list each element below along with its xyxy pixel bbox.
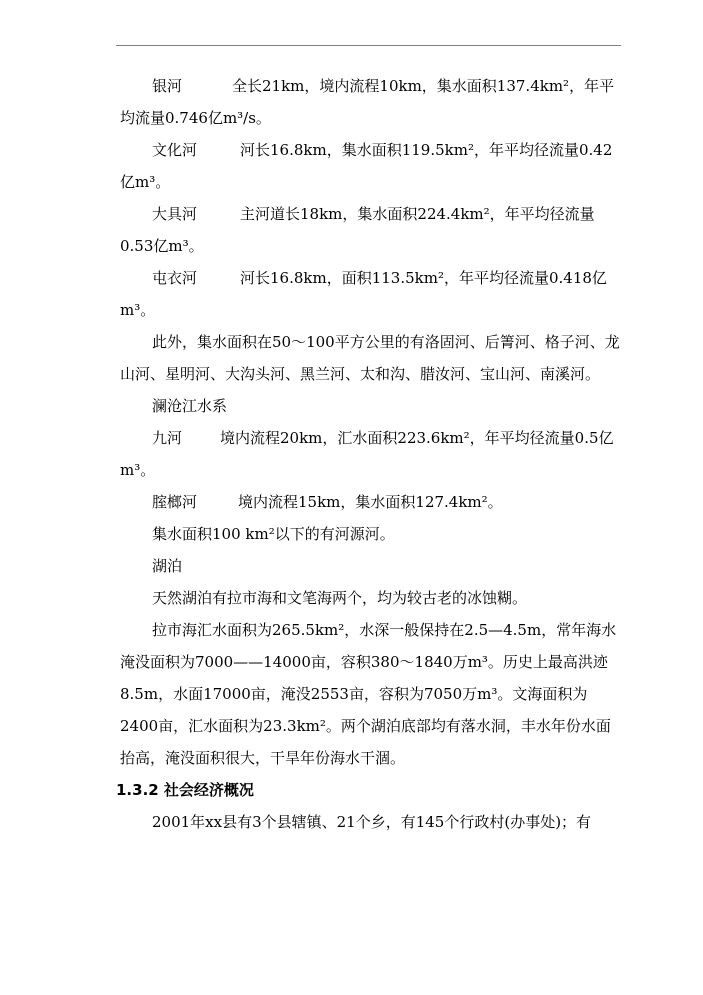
lakes-intro-paragraph: 天然湖泊有拉市海和文笔海两个，均为较古老的冰蚀糊。 <box>152 589 528 607</box>
section-heading: 1.3.2 社会经济概况 <box>116 781 254 799</box>
river-name: 腟榔河 <box>152 493 198 511</box>
document-body <box>116 70 620 838</box>
river-text: 境内流程15km，集水面积127.4km²。 <box>238 493 503 511</box>
river-text: 主河道长18km，集水面积224.4km²，年平均径流量0.53亿m³。 <box>120 205 595 255</box>
river-text: 全长21km，境内流程10km，集水面积137.4km²，年平均流量0.746亿m³/s。 <box>120 77 615 127</box>
river-name: 文化河 <box>152 141 198 159</box>
small-rivers-paragraph: 集水面积100 km²以下的有河源河。 <box>152 525 395 543</box>
river-text: 境内流程20km，汇水面积223.6km²，年平均径流量0.5亿m³。 <box>120 429 614 479</box>
other-rivers-paragraph: 此外，集水面积在50～100平方公里的有洛固河、后箐河、格子河、龙山河、星明河、大沟头河、黑兰河、太和沟、腊汝河、宝山河、南溪河。 <box>120 333 620 383</box>
river-text: 河长16.8km，集水面积119.5km²，年平均径流量0.42亿m³。 <box>120 141 613 191</box>
lakes-heading: 湖泊 <box>152 557 183 575</box>
river-name: 九河 <box>152 429 183 447</box>
river-name: 银河 <box>152 77 183 95</box>
header-rule <box>116 45 621 46</box>
section-paragraph: 2001年xx县有3个县辖镇、21个乡，有145个行政村(办事处)；有 <box>152 813 592 831</box>
river-name: 大具河 <box>152 205 198 223</box>
river-name: 屯衣河 <box>152 269 198 287</box>
river-entry <box>120 262 620 326</box>
river-entry <box>120 422 620 486</box>
lancang-heading: 澜沧江水系 <box>152 397 228 415</box>
lakes-detail-paragraph: 拉市海汇水面积为265.5km²，水深一般保持在2.5—4.5m，常年海水淹没面积为7000——14000亩，容积380～1840万m³。历史上最高洪迹8.5m，水面17000亩，淹没2553亩，容积为7050万m³。文海面积为2400亩，汇水面积为23.3km²。两个湖泊底部均有落水洞，丰水年份水面抬高，淹没面积很大，干旱年份海水干涸。 <box>120 621 617 767</box>
river-entry <box>120 486 620 518</box>
river-entry <box>120 134 620 198</box>
river-entry <box>120 70 620 134</box>
river-text: 河长16.8km，面积113.5km²，年平均径流量0.418亿m³。 <box>120 269 607 319</box>
river-entry <box>120 198 620 262</box>
